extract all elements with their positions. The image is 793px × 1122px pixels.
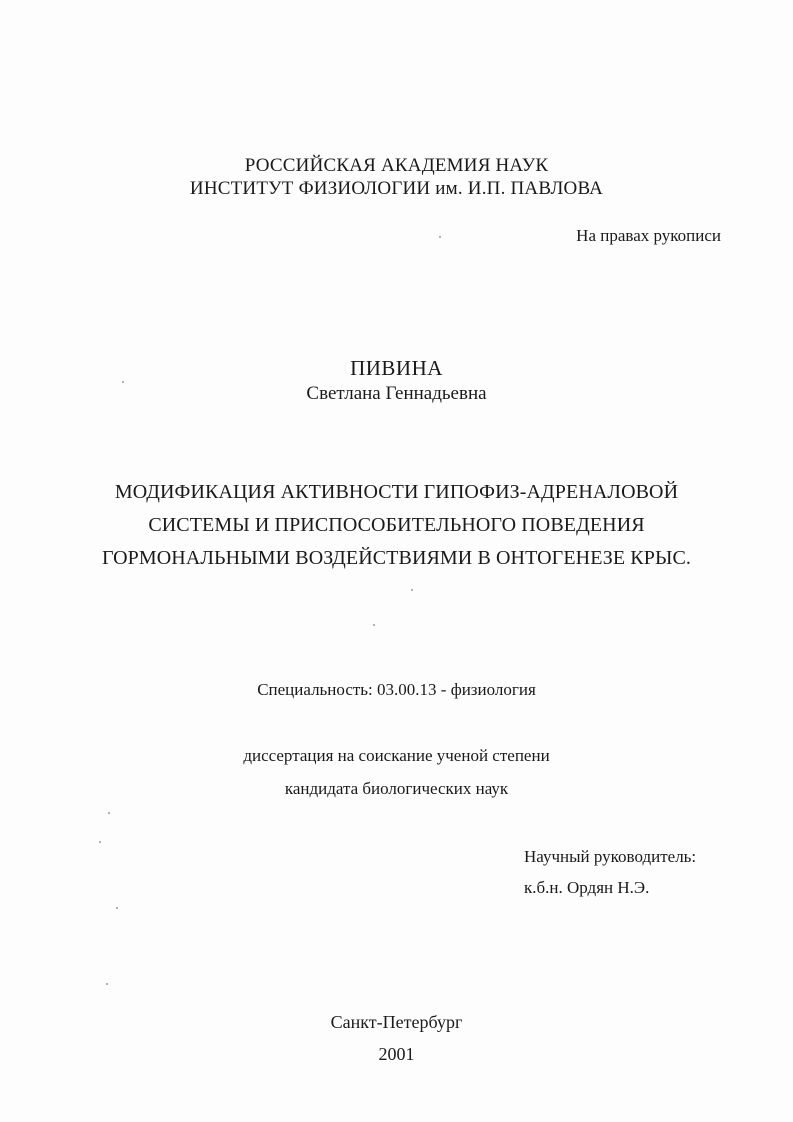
institute-name: ИНСТИТУТ ФИЗИОЛОГИИ им. И.П. ПАВЛОВА — [189, 178, 604, 199]
degree-line-2: кандидата биологических наук — [284, 779, 509, 798]
author-surname: ПИВИНА — [350, 356, 443, 380]
academy-name: РОССИЙСКАЯ АКАДЕМИЯ НАУК — [244, 155, 549, 176]
advisor-label: Научный руководитель: — [524, 847, 697, 866]
degree-line-1: диссертация на соискание ученой степени — [243, 746, 550, 765]
scan-speck — [99, 841, 101, 843]
scan-speck — [106, 983, 108, 985]
scan-speck — [439, 236, 441, 238]
thesis-title-line-2: СИСТЕМЫ И ПРИСПОСОБИТЕЛЬНОГО ПОВЕДЕНИЯ — [148, 514, 645, 536]
rights-note: На правах рукописи — [576, 226, 721, 245]
scan-speck — [411, 589, 413, 591]
scan-speck — [116, 907, 118, 909]
thesis-title-line-3: ГОРМОНАЛЬНЫМИ ВОЗДЕЙСТВИЯМИ В ОНТОГЕНЕЗЕ КРЫС. — [101, 547, 692, 569]
scan-speck — [373, 624, 375, 626]
author-given-names: Светлана Геннадьевна — [306, 383, 487, 404]
thesis-title-line-1: МОДИФИКАЦИЯ АКТИВНОСТИ ГИПОФИЗ-АДРЕНАЛОВОЙ — [114, 481, 679, 503]
specialty: Специальность: 03.00.13 - физиология — [257, 680, 536, 699]
year: 2001 — [378, 1044, 415, 1064]
advisor-name: к.б.н. Ордян Н.Э. — [524, 878, 650, 897]
scan-speck — [122, 381, 124, 383]
city: Санкт-Петербург — [330, 1012, 463, 1032]
scan-speck — [108, 812, 110, 814]
